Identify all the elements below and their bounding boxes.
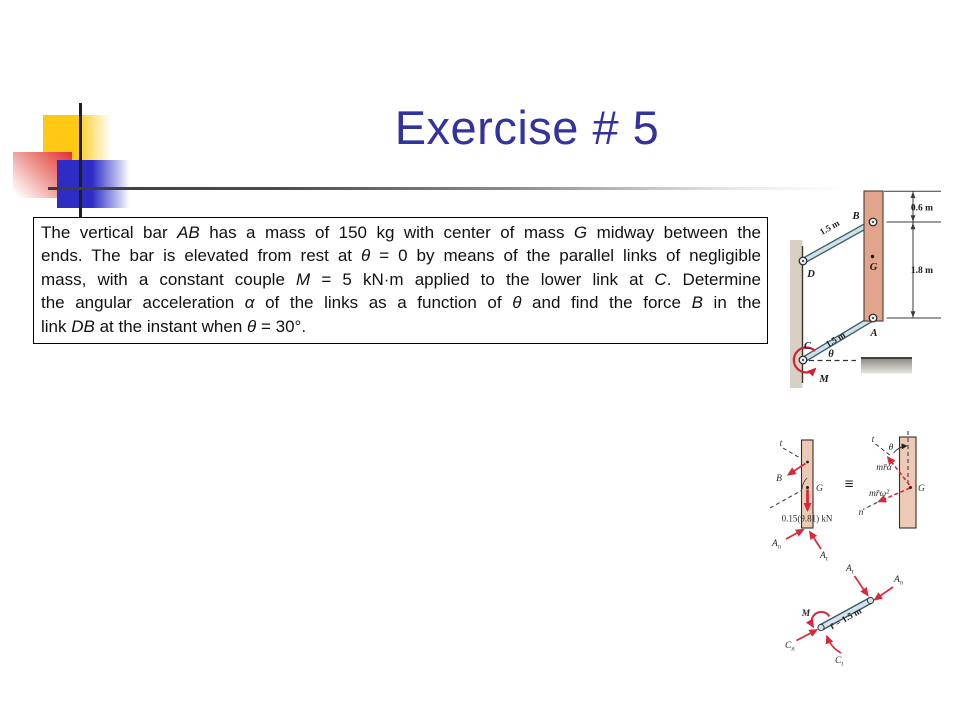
label-Ct: Ct <box>835 656 844 668</box>
force-An-arrow <box>786 530 803 539</box>
label-An: An <box>772 539 782 551</box>
fbd-left <box>770 439 833 563</box>
figure-mechanism <box>780 170 960 400</box>
label-C: C <box>803 341 812 352</box>
label-dim-1_8m: 1.8 m <box>910 266 934 276</box>
label-M: M <box>819 374 829 385</box>
slide-title: Exercise # 5 <box>394 101 660 154</box>
problem-text-box <box>33 217 768 344</box>
deco-blue-square <box>57 160 130 208</box>
label-theta: θ <box>828 349 834 360</box>
label-t-axis-left: t <box>779 439 783 449</box>
problem-text <box>41 221 761 338</box>
label-mrw2: mr̄ω² <box>868 489 890 499</box>
label-length-CA: 1.5 m <box>823 329 848 350</box>
problem-text-line: the angular acceleration α of the links as a function of θ and find the force B in the <box>41 293 762 313</box>
equivalence-symbol: ≡ <box>844 476 854 493</box>
problem-text-line: mass, with a constant couple M = 5 kN·m applied to the lower link at C. Determine <box>41 269 761 289</box>
label-A: A <box>870 328 878 339</box>
label-theta-fbd: θ <box>888 443 894 453</box>
fbd-link <box>785 564 903 668</box>
ground <box>861 358 912 374</box>
problem-text-line: link DB at the instant when θ = 30°. <box>41 316 307 336</box>
force-Ct-arrow <box>827 637 841 654</box>
deco-vertical-line <box>79 103 82 217</box>
label-G-left: G <box>816 484 823 494</box>
label-n-axis: n <box>858 508 864 518</box>
title-underline <box>48 187 848 190</box>
force-At-arrow <box>810 532 821 549</box>
force-At2-arrow <box>855 576 868 595</box>
label-dim-0_6m: 0.6 m <box>910 203 934 214</box>
problem-text-line: The vertical bar AB has a mass of 150 kg with center of mass G midway between the <box>41 223 762 242</box>
label-Cn: Cn <box>785 641 795 653</box>
force-Cn-arrow <box>797 630 817 641</box>
label-M-link: M <box>801 609 811 619</box>
label-G-right: G <box>918 484 925 494</box>
label-t-axis-right: t <box>871 435 875 445</box>
force-An2-arrow <box>875 587 893 600</box>
label-B: B <box>852 211 860 222</box>
label-mra: mr̄α <box>876 463 892 473</box>
label-force-B: B <box>776 474 782 484</box>
label-At2: At <box>846 564 854 576</box>
label-G: G <box>869 262 878 273</box>
kinetic-diagram-right <box>859 431 925 528</box>
label-At: At <box>820 551 828 563</box>
label-length-DB: 1.5 m <box>817 217 842 237</box>
label-rbar: r̄ = 1.5 m <box>828 605 864 632</box>
label-weight: 0.15(9.81) kN <box>781 513 833 524</box>
label-An2: An <box>894 575 904 587</box>
center-of-mass-dot <box>871 255 874 258</box>
problem-text-line: ends. The bar is elevated from rest at θ = 0 by means of the parallel links of negligible <box>41 246 762 266</box>
label-D: D <box>807 269 815 280</box>
figure-free-body-diagram <box>758 425 960 690</box>
